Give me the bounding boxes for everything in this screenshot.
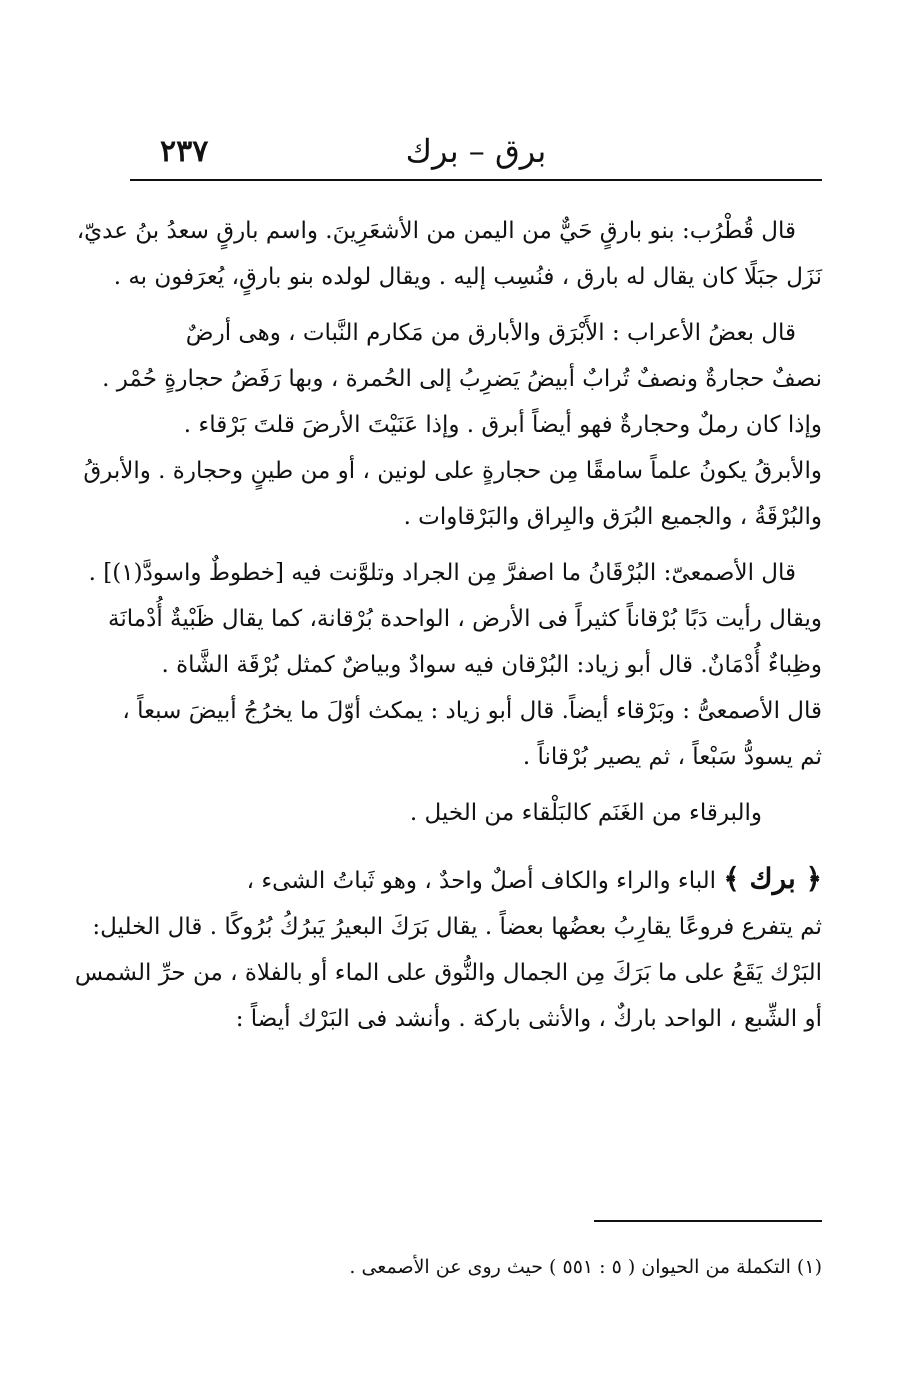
text-line: البَرْك يَقَعُ على ما بَرَكَ مِن الجمال والنُّوق على الماء أو بالفلاة ، من حرِّ الشمس <box>74 960 822 986</box>
text-line: والأبرقُ يكونُ علماً سامقًا مِن حجارةٍ على لونين ، أو من طينٍ وحجارة . والأبرقُ <box>83 458 822 484</box>
entry-text: الباء والراء والكاف أصلٌ واحدٌ ، وهو ثَباتُ الشىء ، <box>246 868 717 894</box>
text-line: نصفٌ حجارةٌ ونصفٌ تُرابٌ أبيضُ يَضرِبُ إلى الحُمرة ، وبها رَفَضُ حجارةٍ حُمْر . <box>102 366 822 392</box>
text-line: ثم يسودُّ سَبْعاً ، ثم يصير بُرْقاناً . <box>522 744 822 770</box>
text-line: والبُرْقَةُ ، والجميع البُرَق والبِراق والبَرْقاوات . <box>403 504 822 530</box>
paragraph <box>76 208 822 300</box>
text-line: أو الشِّبع ، الواحد باركٌ ، والأنثى باركة . وأنشد فى البَرْك أيضاً : <box>235 1006 822 1032</box>
text-line: وإذا كان رملٌ وحجارةٌ فهو أيضاً أبرق . وإذا عَنَيْتَ الأرضَ قلتَ بَرْقاء . <box>183 412 822 438</box>
header-rule <box>130 179 822 181</box>
entry-headword: ﴿ برك ﴾ <box>723 862 822 895</box>
dictionary-entry <box>74 856 822 1042</box>
page-number: ٢٣٧ <box>160 134 209 169</box>
footnote: (١) التكملة من الحيوان ( ٥ : ٥٥١ ) حيث روى عن الأصمعى . <box>349 1256 822 1278</box>
paragraph <box>88 550 822 780</box>
text-line: قال الأصمعىُّ : وبَرْقاء أيضاً. قال أبو زياد : يمكث أوّلَ ما يخرُجُ أبيضَ سبعاً ، <box>122 698 822 724</box>
running-title: برق – برك <box>405 132 547 170</box>
text-line: ويقال رأيت دَبًا بُرْقاناً كثيراً فى الأرض ، الواحدة بُرْقانة، كما يقال ظَبْيةٌ أُدْمانَة <box>108 606 822 632</box>
text-line: والبرقاء من الغَنَم كالبَلْقاء من الخيل . <box>409 800 762 826</box>
page-header <box>130 128 822 176</box>
text-line: قال قُطْرُب: بنو بارقٍ حَيٌّ من اليمن من الأشعَرِينَ. واسم بارقٍ سعدُ بنُ عديّ، <box>76 218 796 244</box>
text-line: ثم يتفرع فروعًا يقارِبُ بعضُها بعضاً . يقال بَرَكَ البعيرُ يَبرُكُ بُرُوكًا . قال الخليل: <box>92 914 822 940</box>
paragraph-gap <box>130 540 822 550</box>
text-line <box>130 856 822 904</box>
text-line: قال بعضُ الأعراب : الأَبْرَق والأبارق من مَكارم النَّبات ، وهى أرضٌ <box>185 320 796 346</box>
paragraph-gap <box>130 836 822 846</box>
paragraph <box>130 790 822 836</box>
footnote-rule <box>594 1220 822 1222</box>
text-line: وظِباءٌ أُدْمَانٌ. قال أبو زياد: البُرْقان فيه سوادٌ وبياضٌ كمثل بُرْقَة الشَّاة . <box>161 652 822 678</box>
paragraph-gap <box>130 300 822 310</box>
body-text <box>74 208 822 1042</box>
paragraph <box>83 310 822 540</box>
text-line: نَزَل جبَلًا كان يقال له بارق ، فنُسِب إليه . ويقال لولده بنو بارقٍ، يُعرَفون به . <box>113 264 822 290</box>
paragraph-gap <box>130 846 822 856</box>
text-line: قال الأصمعىّ: البُرْقَانُ ما اصفرَّ مِن الجراد وتلوَّنت فيه [خطوطٌ واسودَّ(١)] . <box>88 560 796 586</box>
paragraph-gap <box>130 780 822 790</box>
